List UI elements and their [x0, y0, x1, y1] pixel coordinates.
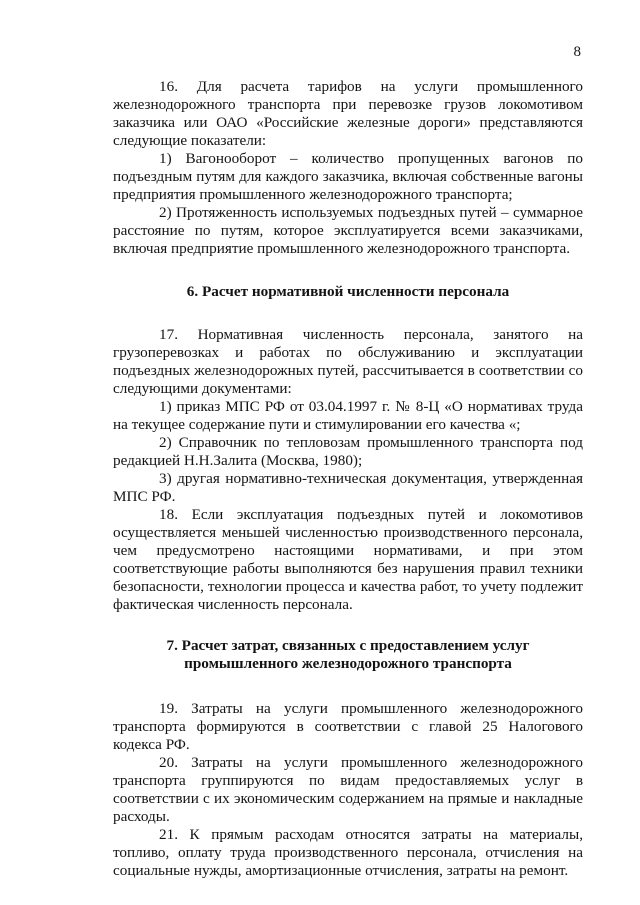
paragraph-16-item-1: 1) Вагонооборот – количество пропущенных вагонов по подъездным путям для каждого заказчика, включая собственные вагоны предприятия промышленного железнодорожного транспорта; [113, 150, 583, 203]
paragraph-18: 18. Если эксплуатация подъездных путей и локомотивов осуществляется меньшей численностью производственного персонала, чем предусмотрено настоящими нормативами, и при этом соответствующие работы выполняются без нарушения правил техники безопасности, технологии процесса и качества работ, то учету подлежит фактическая численность персонала. [113, 506, 583, 613]
paragraph-21: 21. К прямым расходам относятся затраты на материалы, топливо, оплату труда производственного персонала, отчисления на социальные нужды, амортизационные отчисления, затраты на ремонт. [113, 826, 583, 879]
section-7-heading-line-2: промышленного железнодорожного транспорта [184, 655, 512, 672]
paragraph-17-item-3: 3) другая нормативно-техническая документация, утвержденная МПС РФ. [113, 470, 583, 505]
paragraph-17-item-1: 1) приказ МПС РФ от 03.04.1997 г. № 8-Ц «О нормативах труда на текущее содержание пути и стимулировании его качества «; [113, 398, 583, 433]
paragraph-16-item-2: 2) Протяженность используемых подъездных путей – суммарное расстояние по путям, которое эксплуатируется всеми заказчиками, включая предприятие промышленного железнодорожного транспорта. [113, 204, 583, 257]
paragraph-17: 17. Нормативная численность персонала, занятого на грузоперевозках и работах по обслуживанию и эксплуатации подъездных железнодорожных путей, рассчитывается в соответствии со следующими документами: [113, 326, 583, 397]
section-7-heading [113, 637, 583, 673]
paragraph-17-item-2: 2) Справочник по тепловозам промышленного транспорта под редакцией Н.Н.Залита (Москва, 1980); [113, 434, 583, 469]
document-body [113, 78, 583, 880]
paragraph-16: 16. Для расчета тарифов на услуги промышленного железнодорожного транспорта при перевозке грузов локомотивом заказчика или ОАО «Российские железные дороги» представляются следующие показатели: [113, 78, 583, 149]
section-6-heading: 6. Расчет нормативной численности персонала [186, 283, 510, 300]
section-7-heading-line-1: 7. Расчет затрат, связанных с предоставлением услуг [166, 637, 530, 654]
page-number: 8 [573, 44, 581, 60]
paragraph-20: 20. Затраты на услуги промышленного железнодорожного транспорта группируются по видам предоставляемых услуг в соответствии с их экономическим содержанием на прямые и накладные расходы. [113, 754, 583, 825]
paragraph-19: 19. Затраты на услуги промышленного железнодорожного транспорта формируются в соответствии с главой 25 Налогового кодекса РФ. [113, 700, 583, 753]
